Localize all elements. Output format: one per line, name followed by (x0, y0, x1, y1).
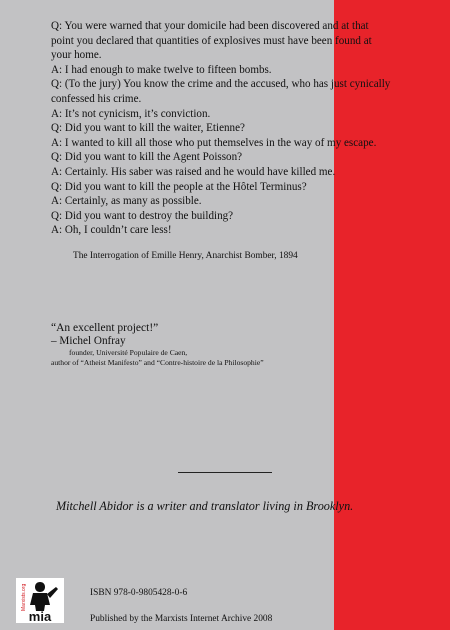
dialogue-line: your home. (51, 49, 102, 62)
dialogue-line: A: It’s not cynicism, it’s conviction. (51, 107, 211, 120)
dialogue-line: A: I wanted to kill all those who put themselves in the way of my escape. (51, 136, 377, 149)
dialogue-line: Q: Did you want to kill the Agent Poisson? (51, 151, 243, 164)
section-divider (178, 472, 272, 473)
dialogue-line: Q: Did you want to kill the waiter, Etienne? (51, 122, 245, 135)
endorsement-quote: “An excellent project!” (51, 322, 159, 334)
endorsement-author-title: founder, Université Populaire de Caen, (69, 348, 188, 357)
dialogue-line: A: I had enough to make twelve to fifteen bombs. (51, 63, 272, 76)
mia-logo-icon (16, 578, 64, 623)
mia-logo-graphic (16, 578, 64, 623)
endorsement-author-works: author of “Atheist Manifesto” and “Contre-histoire de la Philosophie” (51, 358, 264, 367)
interrogation-dialogue (51, 19, 401, 238)
mia-logo-letters: mia (28, 609, 52, 623)
isbn-text: ISBN 978-0-9805428-0-6 (90, 588, 188, 598)
endorsement-blurb (51, 322, 371, 368)
endorsement-author: – Michel Onfray (51, 335, 126, 347)
translator-bio: Mitchell Abidor is a writer and translator living in Brooklyn. (56, 499, 354, 513)
dialogue-line: Q: (To the jury) You know the crime and the accused, who has just cynically (51, 78, 391, 91)
dialogue-line: Q: You were warned that your domicile had been discovered and at that (51, 20, 369, 32)
source-citation: The Interrogation of Emille Henry, Anarchist Bomber, 1894 (73, 251, 298, 261)
mia-logo-side-text: Marxists.org (21, 583, 27, 611)
dialogue-line: Q: Did you want to destroy the building? (51, 209, 234, 222)
dialogue-line: A: Certainly. His saber was raised and he would have killed me. (51, 165, 336, 178)
dialogue-line: A: Oh, I couldn’t care less! (51, 224, 172, 237)
publisher-text: Published by the Marxists Internet Archive 2008 (90, 614, 273, 624)
dialogue-line: A: Certainly, as many as possible. (51, 195, 202, 208)
dialogue-line: point you declared that quantities of explosives must have been found at (51, 34, 372, 47)
dialogue-line: confessed his crime. (51, 92, 142, 105)
dialogue-line: Q: Did you want to kill the people at the Hôtel Terminus? (51, 180, 307, 193)
